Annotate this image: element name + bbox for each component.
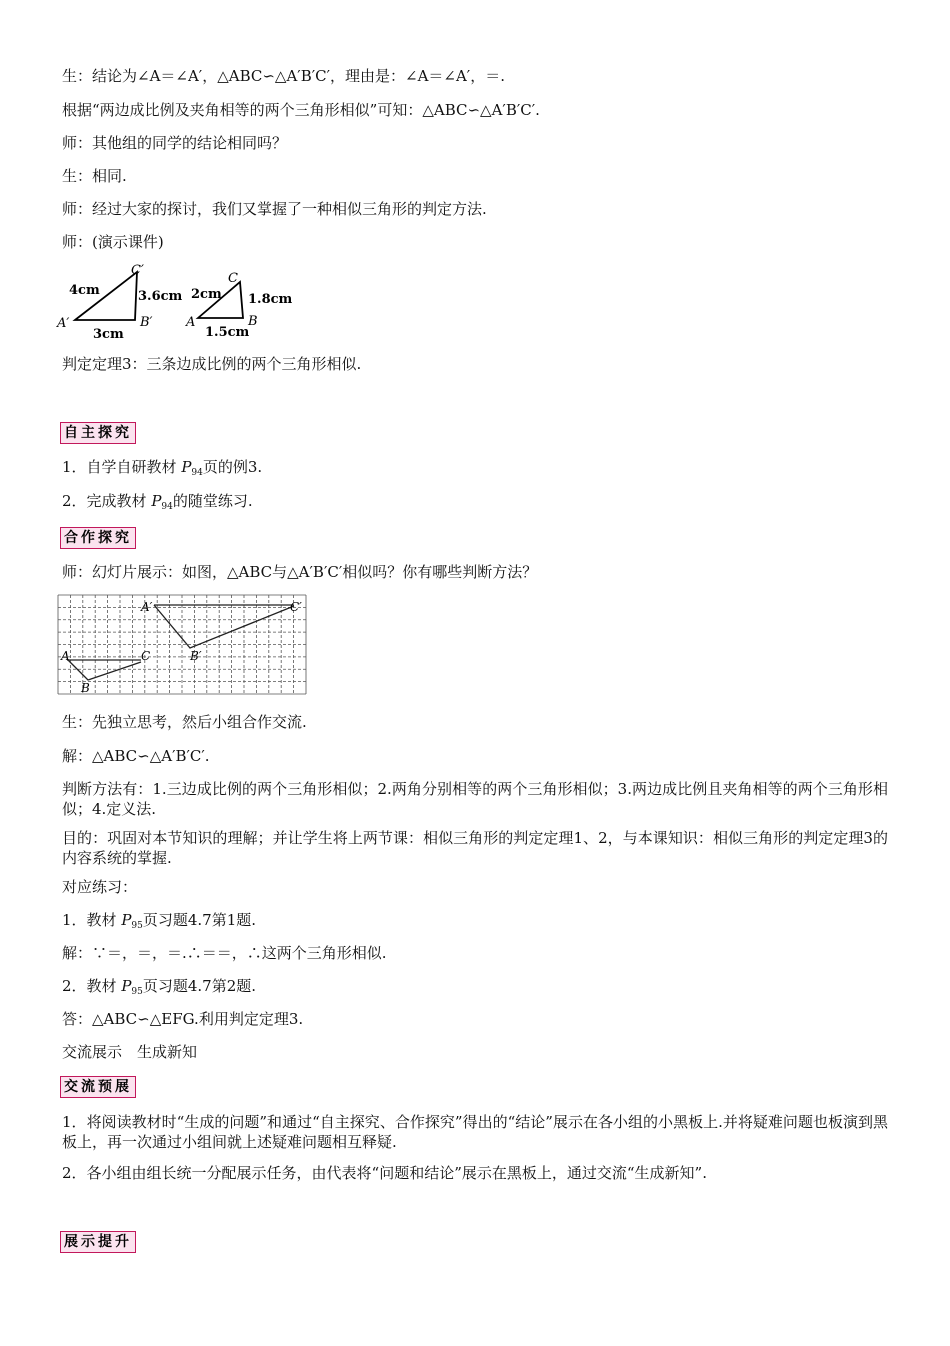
dialogue-line: 根据“两边成比例及夹角相等的两个三角形相似”可知：△ABC∽△A′B′C′. [62, 101, 540, 119]
list-item: 1．将阅读教材时“生成的问题”和通过“自主探究、合作探究”得出的“结论”展示在各小组的小黑板上.并将疑难问题也板演到黑板上，再一次通过小组间就上述疑难问题相互释疑. [62, 1113, 888, 1151]
big-side-right: 3.6cm [138, 289, 183, 304]
list-item: 2．完成教材 $P_{94}$的随堂练习. [62, 492, 253, 512]
dialogue-line: 生：先独立思考，然后小组合作交流. [62, 713, 307, 731]
big-label-top: C′ [131, 263, 144, 278]
subheading: 交流展示 生成新知 [62, 1043, 198, 1061]
big-label-right: B′ [140, 315, 153, 330]
triangle-figure [55, 262, 300, 342]
small-label-left: A [186, 315, 196, 330]
solution-line: 解：△ABC∽△A′B′C′. [62, 747, 210, 765]
triangle-a1b1c1 [154, 605, 294, 648]
small-side-right: 1.8cm [248, 292, 293, 307]
dialogue-line: 生：相同. [62, 167, 127, 185]
section-tag-self-study: 自主探究 [60, 422, 136, 444]
dialogue-line: 生：结论为∠A＝∠A′，△ABC∽△A′B′C′，理由是：∠A＝∠A′，＝. [62, 67, 505, 85]
theorem-line: 判定定理3：三条边成比例的两个三角形相似. [62, 355, 362, 373]
label-b1: B′ [190, 649, 202, 663]
list-item: 1．自学自研教材 $P_{94}$页的例3. [62, 458, 263, 478]
dialogue-line: 师：经过大家的探讨，我们又掌握了一种相似三角形的判定方法. [62, 200, 487, 218]
solution-line: 解：∵＝，＝，＝.∴＝＝，∴这两个三角形相似. [62, 944, 387, 962]
big-base: 3cm [93, 327, 124, 342]
methods-paragraph: 判断方法有：1.三边成比例的两个三角形相似；2.两角分别相等的两个三角形相似；3.两边成比例且夹角相等的两个三角形相似；4.定义法. [62, 780, 888, 818]
list-item: 2．教材 $P_{95}$页习题4.7第2题. [62, 977, 257, 997]
big-label-left: A′ [57, 316, 70, 331]
small-label-top: C [228, 271, 238, 286]
label-c1: C′ [290, 600, 302, 614]
label-a: A [61, 649, 70, 663]
label-c: C [141, 649, 151, 663]
section-tag-exchange: 交流预展 [60, 1076, 136, 1098]
small-base: 1.5cm [205, 325, 250, 340]
dialogue-line: 师：其他组的同学的结论相同吗？ [62, 134, 288, 152]
answer-line: 答：△ABC∽△EFG.利用判定定理3. [62, 1010, 304, 1028]
practice-heading: 对应练习： [62, 878, 138, 896]
question-line: 师：幻灯片展示：如图，△ABC与△A′B′C′相似吗？你有哪些判断方法？ [62, 563, 538, 581]
label-a1: A′ [141, 600, 153, 614]
section-tag-cooperative: 合作探究 [60, 527, 136, 549]
grid-figure [57, 594, 309, 698]
label-b: B [81, 681, 90, 695]
list-item: 2．各小组由组长统一分配展示任务，由代表将“问题和结论”展示在黑板上，通过交流“生成新知”. [62, 1164, 707, 1182]
list-item: 1．教材 $P_{95}$页习题4.7第1题. [62, 911, 257, 931]
big-side-left: 4cm [69, 283, 100, 298]
small-side-left: 2cm [191, 287, 222, 302]
small-label-right: B [248, 314, 258, 329]
purpose-paragraph: 目的：巩固对本节知识的理解；并让学生将上两节课：相似三角形的判定定理1、2，与本课知识：相似三角形的判定定理3的内容系统的掌握. [62, 829, 888, 867]
dialogue-line: 师：(演示课件) [62, 233, 164, 251]
section-tag-showcase: 展示提升 [60, 1231, 136, 1253]
